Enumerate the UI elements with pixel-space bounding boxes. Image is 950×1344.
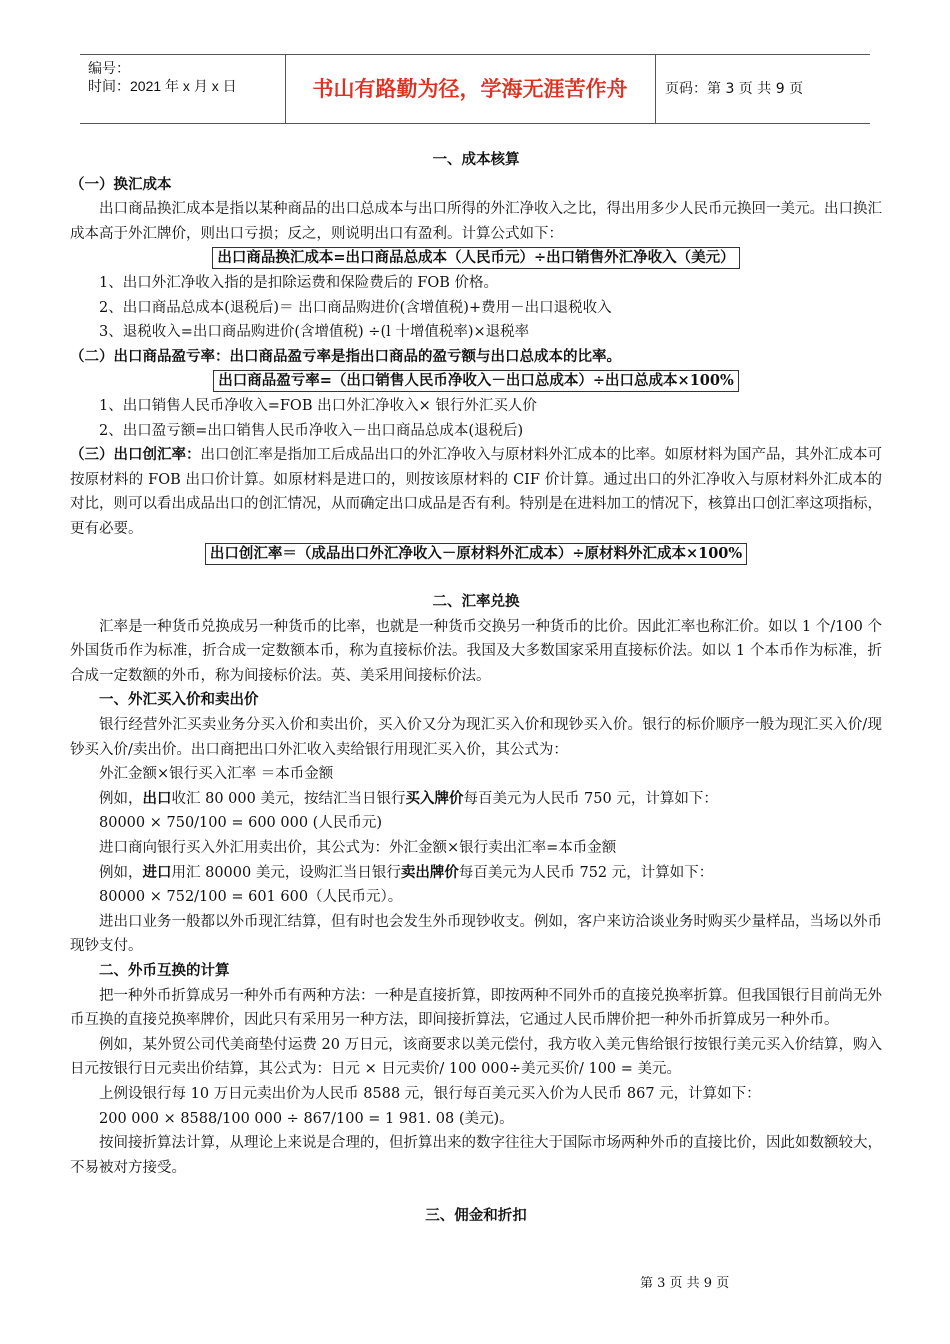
document-time-label: 时间：2021 年 x 月 x 日 [88,78,237,94]
section-title: 一、成本核算 [432,151,520,168]
calculation: 80000 × 750/100 = 600 000 (人民币元) [99,815,382,832]
paragraph: 进口商向银行买入外汇用卖出价，其公式为：外汇金额×银行卖出汇率=本币金额 [99,840,617,857]
paragraph: 银行经营外汇买卖业务分买入价和卖出价，买入价又分为现汇买入价和现钞买入价。银行的标价顺序一般为现汇买入价/现钞买入价/卖出价。出口商把出口外汇收入卖给银行用现汇买入价，其公式为： [70,717,882,758]
subsection-heading: （三）出口创汇率： [70,446,201,464]
paragraph: 上例设银行每 10 万日元卖出价为人民币 8588 元，银行每百美元买入价为人民币 867 元，计算如下： [99,1085,761,1102]
header-meta [88,55,278,123]
section-title: 二、汇率兑换 [432,593,520,611]
subsection-heading: 一、外汇买入价和卖出价 [99,691,259,709]
header-page-code: 页码：第 3 页 共 9 页 [665,81,804,97]
calculation: 200 000 × 8588/100 000 ÷ 867/100 = 1 981. 08 (美元)。 [99,1110,514,1127]
paragraph: 按间接折算法计算，从理论上来说是合理的，但折算出来的数字往往大于国际市场两种外币的直接比价，因此如数额较大，不易被对方接受。 [70,1135,882,1176]
page-header [80,54,870,124]
formula-text: 外汇金额×银行买入汇率 ＝本币金额 [99,766,334,783]
formula-box: 出口创汇率＝（成品出口外汇净收入－原材料外汇成本）÷原材料外汇成本×100% [205,543,747,565]
document-number-label: 编号： [88,60,130,76]
paragraph: 汇率是一种货币兑换成另一种货币的比率，也就是一种货币交换另一种货币的比价。因此汇率也称汇价。如以 1 个/100 个外国货币作为标准，折合成一定数额本币，称为直接标价法。我国及大多数国家采用直接标价法。如以 1 个本币作为标准，折合成一定数额的外币，称为间接标价法。英、美采用间接标价法。 [70,618,883,684]
example-paragraph: 例如，进口用汇 80000 美元，设购汇当日银行卖出牌价每百美元为人民币 752 元，计算如下： [99,863,714,881]
paragraph [70,443,882,541]
example-paragraph: 例如，出口收汇 80 000 美元，按结汇当日银行买入牌价每百美元为人民币 750 元，计算如下： [99,789,718,807]
header-divider [655,55,656,123]
list-item: 2、出口盈亏额=出口销售人民币净收入－出口商品总成本(退税后) [99,422,524,439]
paragraph-text: 出口创汇率是指加工后成品出口的外汇净收入与原材料外汇成本的比率。如原材料为国产品，其外汇成本可按原材料的 FOB 出口价计算。如原材料是进口的，则按该原材料的 CIF 价计算。通过出口的外汇净收入与原材料外汇成本的对比，则可以看出成品出口的创汇情况，从而确定出口成品是否有利。特别是在进料加工的情况下，核算出口创汇率这项指标，更有必要。 [70,447,882,537]
paragraph: 把一种外币折算成另一种外币有两种方法：一种是直接折算，即按两种不同外币的直接兑换率折算。但我国银行目前尚无外币互换的直接兑换率牌价，因此只有采用另一种方法，即间接折算法，它通过人民币牌价把一种外币折算成另一种外币。 [70,987,882,1029]
paragraph: 出口商品换汇成本是指以某种商品的出口总成本与出口所得的外汇净收入之比，得出用多少人民币元换回一美元。出口换汇成本高于外汇牌价，则出口亏损；反之，则说明出口有盈利。计算公式如下： [70,201,882,242]
list-item: 2、出口商品总成本(退税后)＝ 出口商品购进价(含增值税)+费用－出口退税收入 [99,299,612,316]
list-item: 1、出口销售人民币净收入=FOB 出口外汇净收入× 银行外汇买人价 [99,397,537,414]
list-item: 3、退税收入=出口商品购进价(含增值税) ÷(l 十增值税率)×退税率 [99,324,530,341]
page-footer: 第 3 页 共 9 页 [640,1276,730,1291]
header-motto: 书山有路勤为径，学海无涯苦作舟 [312,77,628,101]
paragraph: 例如，某外贸公司代美商垫付运费 20 万日元，该商要求以美元偿付，我方收入美元售给银行按银行美元买入价结算，购入日元按银行日元卖出价结算，其公式为：日元 × 日元卖价/ 100 000÷美元买价/ 100 = 美元。 [70,1036,882,1078]
section-title: 三、佣金和折扣 [425,1207,527,1225]
formula-box: 出口商品换汇成本=出口商品总成本（人民币元）÷出口销售外汇净收入（美元） [212,247,739,269]
formula-box: 出口商品盈亏率=（出口销售人民币净收入－出口总成本）÷出口总成本×100% [213,370,739,392]
calculation: 80000 × 752/100 = 601 600（人民币元）。 [99,889,403,906]
subsection-heading: （一）换汇成本 [70,175,172,193]
list-item: 1、出口外汇净收入指的是扣除运费和保险费后的 FOB 价格。 [99,274,499,291]
document-body [70,148,882,1229]
subsection-heading: 二、外币互换的计算 [99,962,230,979]
subsection-heading: （二）出口商品盈亏率：出口商品盈亏率是指出口商品的盈亏额与出口总成本的比率。 [70,347,621,365]
paragraph: 进出口业务一般都以外币现汇结算，但有时也会发生外币现钞收支。例如，客户来访洽谈业务时购买少量样品，当场以外币现钞支付。 [70,913,882,955]
